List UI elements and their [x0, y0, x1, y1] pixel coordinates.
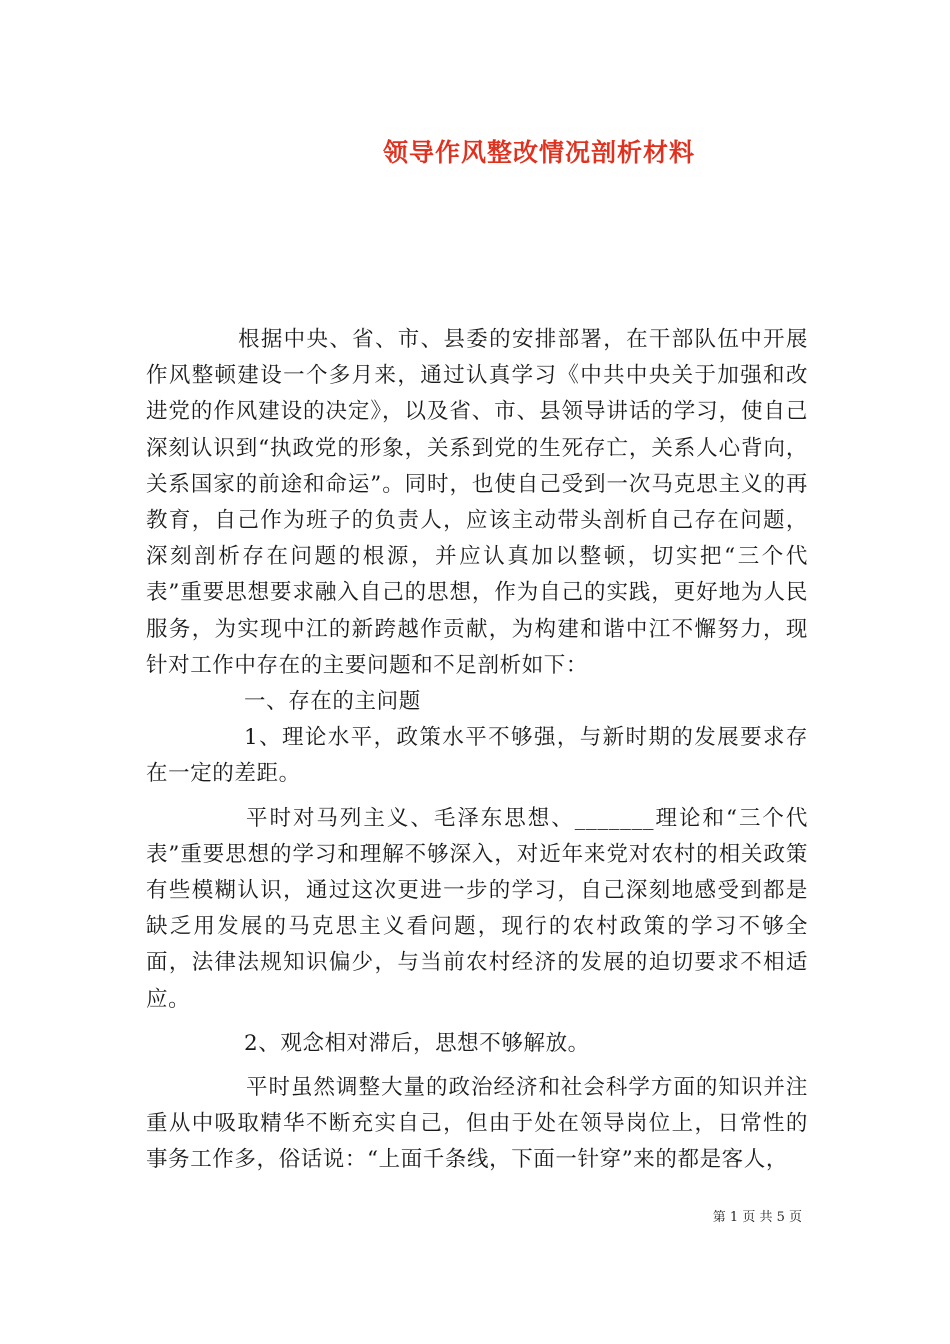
document-title: 领导作风整改情况剖析材料: [382, 138, 695, 167]
page-footer: 第 1 页 共 5 页: [712, 1210, 802, 1225]
problem-item-2-heading: 2、观念相对滞后，思想不够解放。: [244, 1030, 590, 1056]
problem-item-1-heading: 1、理论水平，政策水平不够强，与新时期的发展要求存在一定的差距。: [146, 725, 808, 787]
problem-item-1-detail: 平时对马列主义、毛泽东思想、_______理论和“三个代表”重要思想的学习和理解不够深入，对近年来党对农村的相关政策有些模糊认识，通过这次更进一步的学习，自己深刻地感受到都是缺乏用发展的马克思主义看问题，现行的农村政策的学习不够全面，法律法规知识偏少，与当前农村经济的发展的迫切要求不相适应。: [146, 805, 808, 1012]
document-body: [146, 322, 808, 1179]
problem-item-2-detail: 平时虽然调整大量的政治经济和社会科学方面的知识并注重从中吸取精华不断充实自己，但由于处在领导岗位上，日常性的事务工作多，俗话说：“上面千条线，下面一针穿”来的都是客人，: [146, 1075, 808, 1173]
paragraph-intro: 根据中央、省、市、县委的安排部署，在干部队伍中开展作风整顿建设一个多月来，通过认真学习《中共中央关于加强和改进党的作风建设的决定》，以及省、市、县领导讲话的学习，使自己深刻认识到“执政党的形象，关系到党的生死存亡，关系人心背向，关系国家的前途和命运”。同时，也使自己受到一次马克思主义的再教育，自己作为班子的负责人，应该主动带头剖析自己存在问题，深刻剖析存在问题的根源，并应认真加以整顿，切实把“三个代表”重要思想要求融入自己的思想，作为自己的实践，更好地为人民服务，为实现中江的新跨越作贡献，为构建和谐中江不懈努力，现针对工作中存在的主要问题和不足剖析如下：: [146, 327, 808, 678]
section-heading: 一、存在的主问题: [244, 689, 421, 715]
